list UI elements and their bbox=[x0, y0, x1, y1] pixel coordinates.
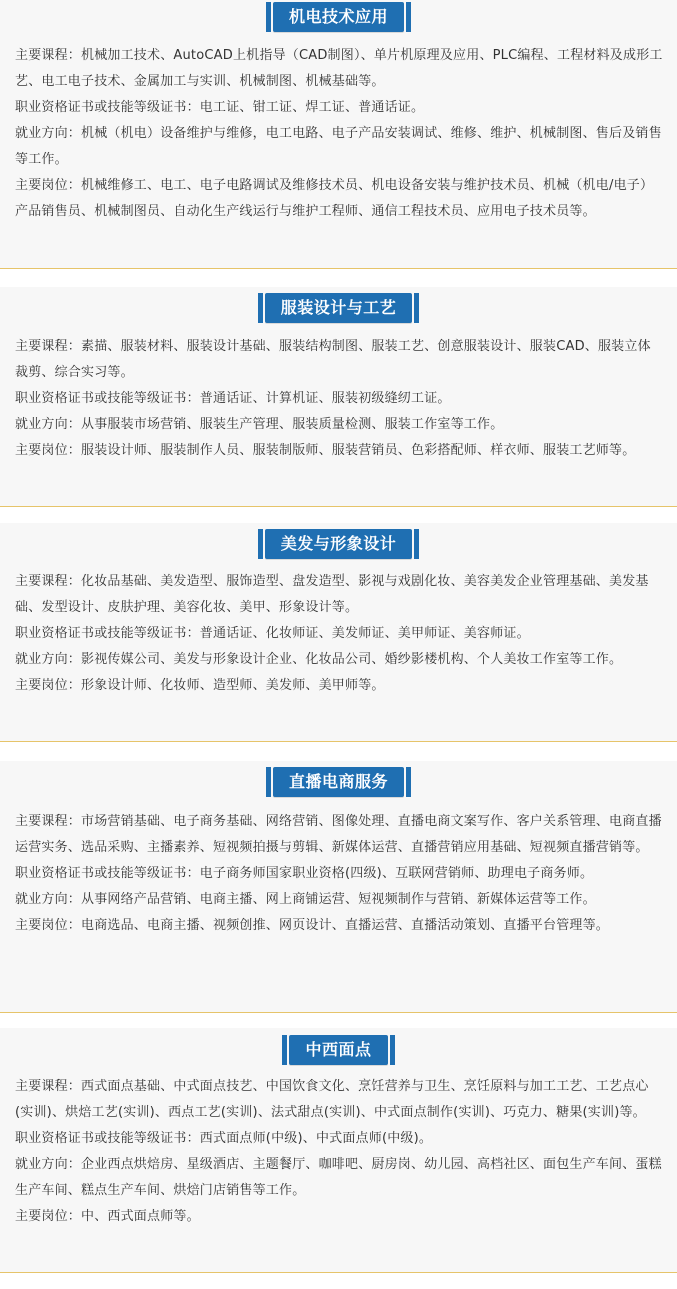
section-mechatronics bbox=[0, 0, 677, 269]
certificates-paragraph: 职业资格证书或技能等级证书：普通话证、计算机证、服装初级缝纫工证。 bbox=[15, 391, 451, 406]
positions-paragraph: 主要岗位：机械维修工、电工、电子电路调试及维修技术员、机电设备安装与维护技术员、机械（机电/电子）产品销售员、机械制图员、自动化生产线运行与维护工程师、通信工程技术员、应用电子技术员等。 bbox=[15, 178, 654, 219]
section-title: 中西面点 bbox=[289, 1035, 387, 1065]
positions-paragraph: 主要岗位：服装设计师、服装制作人员、服装制版师、服装营销员、色彩搭配师、样衣师、服装工艺师等。 bbox=[15, 443, 636, 458]
section-content bbox=[15, 569, 663, 699]
section-content bbox=[15, 334, 663, 464]
section-hair-image-design bbox=[0, 523, 677, 742]
section-title: 直播电商服务 bbox=[273, 767, 404, 797]
courses-paragraph: 主要课程：素描、服装材料、服装设计基础、服装结构制图、服装工艺、创意服装设计、服装CAD、服装立体裁剪、综合实习等。 bbox=[15, 339, 651, 380]
section-title: 美发与形象设计 bbox=[265, 529, 413, 559]
section-title-wrap bbox=[0, 2, 677, 34]
courses-paragraph: 主要课程：西式面点基础、中式面点技艺、中国饮食文化、烹饪营养与卫生、烹饪原料与加工工艺、工艺点心(实训)、烘焙工艺(实训)、西点工艺(实训)、法式甜点(实训)、中式面点制作(实训)、巧克力、糖果(实训)等。 bbox=[15, 1079, 649, 1120]
certificates-paragraph: 职业资格证书或技能等级证书：西式面点师(中级)、中式面点师(中级)。 bbox=[15, 1131, 433, 1146]
section-title: 机电技术应用 bbox=[273, 2, 404, 32]
positions-paragraph: 主要岗位：形象设计师、化妆师、造型师、美发师、美甲师等。 bbox=[15, 678, 385, 693]
courses-paragraph: 主要课程：机械加工技术、AutoCAD上机指导（CAD制图）、单片机原理及应用、PLC编程、工程材料及成形工艺、电工电子技术、金属加工与实训、机械制图、机械基础等。 bbox=[15, 48, 663, 89]
positions-paragraph: 主要岗位：电商选品、电商主播、视频创推、网页设计、直播运营、直播活动策划、直播平台管理等。 bbox=[15, 918, 610, 933]
section-title: 服装设计与工艺 bbox=[265, 293, 413, 323]
section-title-wrap bbox=[0, 767, 677, 799]
courses-paragraph: 主要课程：市场营销基础、电子商务基础、网络营销、图像处理、直播电商文案写作、客户关系管理、电商直播运营实务、选品采购、主播素养、短视频拍摄与剪辑、新媒体运营、直播营销应用基础、短视频直播营销等。 bbox=[15, 814, 662, 855]
employment-paragraph: 就业方向：企业西点烘焙房、星级酒店、主题餐厅、咖啡吧、厨房岗、幼儿园、高档社区、面包生产车间、蛋糕生产车间、糕点生产车间、烘焙门店销售等工作。 bbox=[15, 1157, 662, 1198]
employment-paragraph: 就业方向：从事服装市场营销、服装生产管理、服装质量检测、服装工作室等工作。 bbox=[15, 417, 504, 432]
employment-paragraph: 就业方向：从事网络产品营销、电商主播、网上商铺运营、短视频制作与营销、新媒体运营等工作。 bbox=[15, 892, 596, 907]
courses-paragraph: 主要课程：化妆品基础、美发造型、服饰造型、盘发造型、影视与戏剧化妆、美容美发企业管理基础、美发基础、发型设计、皮肤护理、美容化妆、美甲、形象设计等。 bbox=[15, 574, 649, 615]
section-live-ecommerce bbox=[0, 761, 677, 1013]
positions-paragraph: 主要岗位：中、西式面点师等。 bbox=[15, 1209, 200, 1224]
certificates-paragraph: 职业资格证书或技能等级证书：普通话证、化妆师证、美发师证、美甲师证、美容师证。 bbox=[15, 626, 530, 641]
section-title-wrap bbox=[0, 529, 677, 561]
certificates-paragraph: 职业资格证书或技能等级证书：电子商务师国家职业资格(四级)、互联网营销师、助理电子商务师。 bbox=[15, 866, 594, 881]
section-title-wrap bbox=[0, 293, 677, 325]
certificates-paragraph: 职业资格证书或技能等级证书：电工证、钳工证、焊工证、普通话证。 bbox=[15, 100, 425, 115]
section-fashion-design bbox=[0, 287, 677, 507]
section-title-wrap bbox=[0, 1035, 677, 1067]
section-content bbox=[15, 1074, 663, 1230]
employment-paragraph: 就业方向：影视传媒公司、美发与形象设计企业、化妆品公司、婚纱影楼机构、个人美妆工作室等工作。 bbox=[15, 652, 623, 667]
section-content bbox=[15, 43, 663, 225]
section-content bbox=[15, 809, 663, 939]
employment-paragraph: 就业方向：机械（机电）设备维护与维修，电工电路、电子产品安装调试、维修、维护、机械制图、售后及销售等工作。 bbox=[15, 126, 662, 167]
section-pastry bbox=[0, 1028, 677, 1273]
